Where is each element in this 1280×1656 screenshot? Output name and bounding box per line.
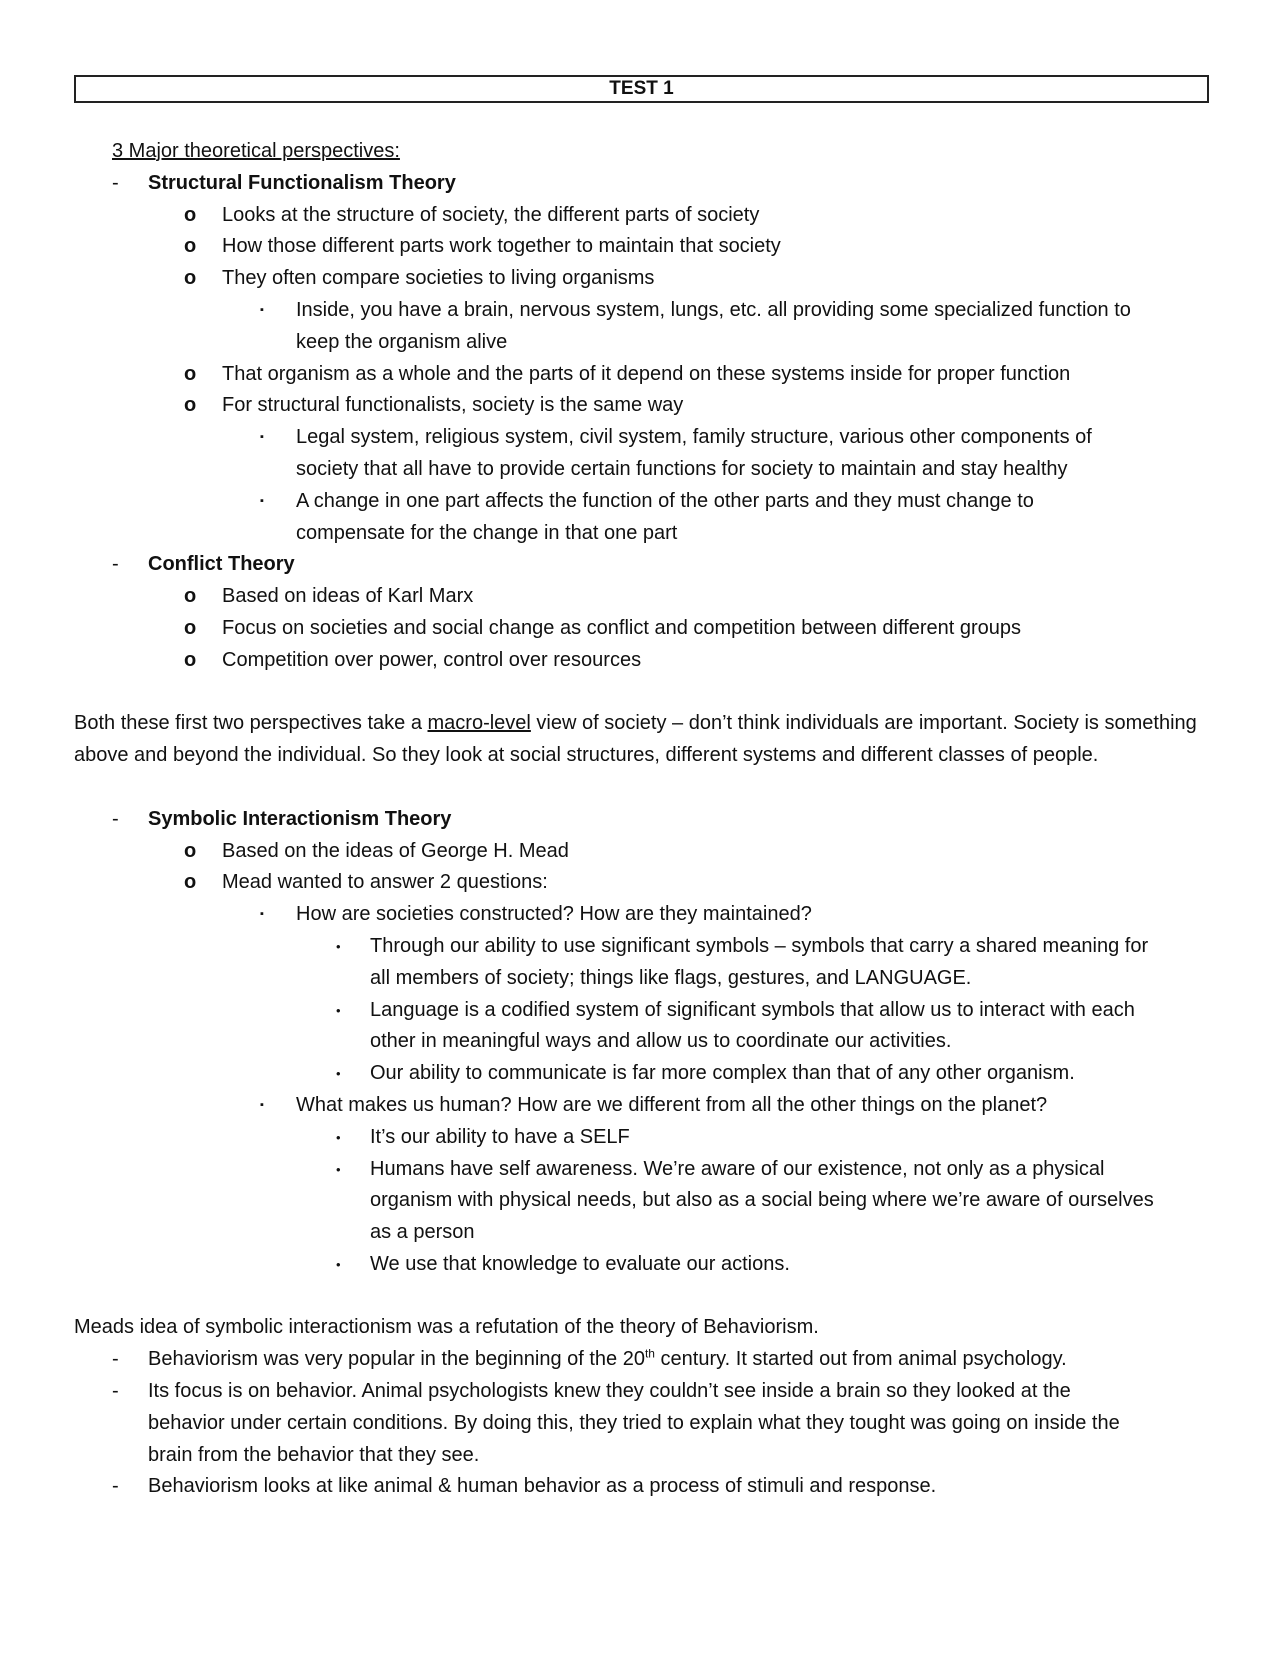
square-marker: ▪ <box>260 431 264 444</box>
list-item-continuation: society that all have to provide certain functions for society to maintain and stay healthy <box>296 457 1068 480</box>
document-title: TEST 1 <box>74 75 1209 103</box>
list-item: ▪ Legal system, religious system, civil system, family structure, various other components of <box>74 422 1214 454</box>
circle-marker: o <box>184 871 197 894</box>
list-item: ▪ Inside, you have a brain, nervous system, lungs, etc. all providing some specialized function to <box>74 295 1214 327</box>
bullet-marker: • <box>336 1002 341 1018</box>
dash-marker: - <box>112 1475 119 1498</box>
list-item: ▪ What makes us human? How are we different from all the other things on the planet? <box>74 1090 1214 1122</box>
bullet-marker: • <box>336 1256 341 1272</box>
circle-marker: o <box>184 362 197 385</box>
list-item: • It’s our ability to have a SELF <box>74 1122 1214 1154</box>
list-item: o Based on the ideas of George H. Mead <box>74 836 1214 868</box>
symbolic-heading: - Symbolic Interactionism Theory <box>74 804 1214 836</box>
dash-marker: - <box>112 171 119 194</box>
circle-marker: o <box>184 394 197 417</box>
list-item: • Language is a codified system of significant symbols that allow us to interact with each <box>74 995 1214 1027</box>
list-item: o Focus on societies and social change as conflict and competition between different groups <box>74 613 1214 645</box>
circle-marker: o <box>184 648 197 671</box>
list-item-continuation: keep the organism alive <box>296 330 508 353</box>
structural-heading: - Structural Functionalism Theory <box>74 168 1214 200</box>
list-item-continuation: as a person <box>370 1221 475 1244</box>
list-item: o That organism as a whole and the parts of it depend on these systems inside for proper function <box>74 359 1214 391</box>
square-marker: ▪ <box>260 494 264 507</box>
bullet-marker: • <box>336 1066 341 1082</box>
list-item: o For structural functionalists, society is the same way <box>74 390 1214 422</box>
list-item: o Looks at the structure of society, the different parts of society <box>74 200 1214 232</box>
conflict-heading: - Conflict Theory <box>74 549 1214 581</box>
list-item: o How those different parts work together to maintain that society <box>74 231 1214 263</box>
list-item: • Through our ability to use significant symbols – symbols that carry a shared meaning for <box>74 931 1214 963</box>
circle-marker: o <box>184 839 197 862</box>
list-item: - Its focus is on behavior. Animal psychologists knew they couldn’t see inside a brain so they looked at the <box>74 1376 1214 1408</box>
behaviorism-intro: Meads idea of symbolic interactionism was a refutation of the theory of Behaviorism. <box>74 1316 819 1339</box>
dash-marker: - <box>112 553 119 576</box>
list-item: o Competition over power, control over resources <box>74 645 1214 677</box>
dash-marker: - <box>112 1348 119 1371</box>
macro-level-term: macro-level <box>427 712 531 735</box>
list-item: - Behaviorism was very popular in the beginning of the 20th century. It started out from animal psychology. <box>74 1344 1214 1376</box>
list-item: o They often compare societies to living organisms <box>74 263 1214 295</box>
document-body <box>74 136 1214 1503</box>
circle-marker: o <box>184 203 197 226</box>
list-item-continuation: other in meaningful ways and allow us to coordinate our activities. <box>370 1030 952 1053</box>
list-item: ▪ How are societies constructed? How are they maintained? <box>74 899 1214 931</box>
circle-marker: o <box>184 267 197 290</box>
list-item: • Our ability to communicate is far more complex than that of any other organism. <box>74 1058 1214 1090</box>
list-item-continuation: behavior under certain conditions. By doing this, they tried to explain what they tought was going on inside the <box>148 1411 1120 1434</box>
list-item: ▪ A change in one part affects the function of the other parts and they must change to <box>74 486 1214 518</box>
circle-marker: o <box>184 585 197 608</box>
list-item: o Based on ideas of Karl Marx <box>74 581 1214 613</box>
circle-marker: o <box>184 616 197 639</box>
intro-heading: 3 Major theoretical perspectives: <box>112 140 400 162</box>
list-item: • We use that knowledge to evaluate our actions. <box>74 1249 1214 1281</box>
dash-marker: - <box>112 1380 119 1403</box>
dash-marker: - <box>112 807 119 830</box>
bullet-marker: • <box>336 938 341 954</box>
circle-marker: o <box>184 235 197 258</box>
list-item-continuation: brain from the behavior that they see. <box>148 1443 480 1466</box>
square-marker: ▪ <box>260 303 264 316</box>
list-item-continuation: compensate for the change in that one part <box>296 521 678 544</box>
list-item: • Humans have self awareness. We’re aware of our existence, not only as a physical <box>74 1154 1214 1186</box>
list-item-continuation: all members of society; things like flags, gestures, and LANGUAGE. <box>370 966 972 989</box>
bullet-marker: • <box>336 1161 341 1177</box>
list-item: o Mead wanted to answer 2 questions: <box>74 867 1214 899</box>
square-marker: ▪ <box>260 1098 264 1111</box>
square-marker: ▪ <box>260 908 264 921</box>
bullet-marker: • <box>336 1129 341 1145</box>
macro-level-paragraph: Both these first two perspectives take a macro-level view of society – don’t think individuals are important. Society is something above and beyond the individual. So they look at social structures, different systems and different classes of people. <box>74 712 1197 767</box>
list-item-continuation: organism with physical needs, but also as a social being where we’re aware of ourselves <box>370 1189 1154 1212</box>
list-item: - Behaviorism looks at like animal & human behavior as a process of stimuli and response. <box>74 1471 1214 1503</box>
